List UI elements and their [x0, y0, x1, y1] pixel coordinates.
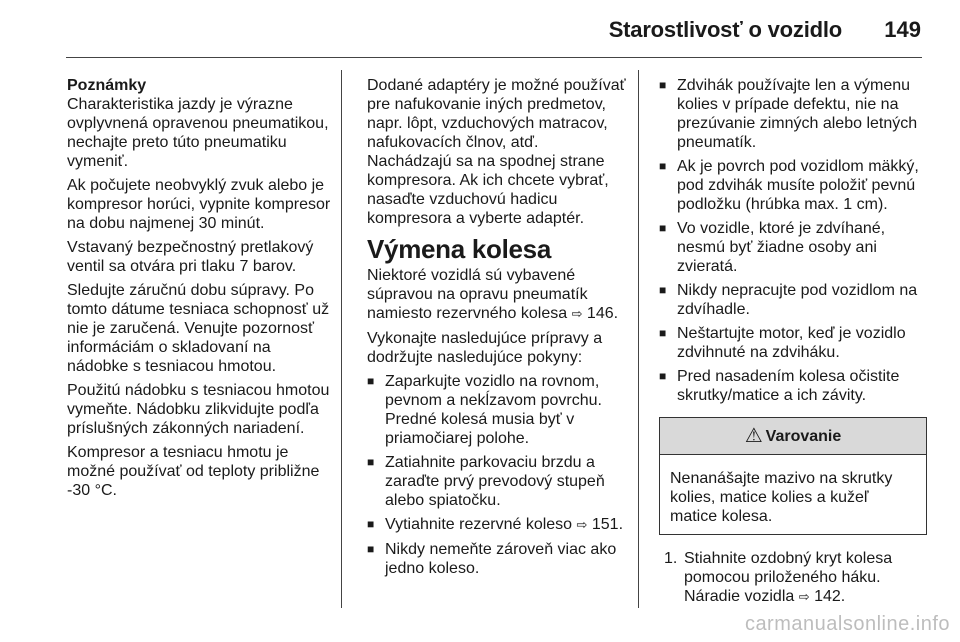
column-divider-1 — [341, 70, 342, 608]
notes-paragraph: Sledujte záručnú dobu súpravy. Po tomto dátume tesniaca schopnosť už nie je zaručená. Venujte pozornosť informáciám o skladovaní na nádobke s tesniacou hmotou. — [67, 282, 330, 375]
section-title-wheel-change: Výmena kolesa — [367, 234, 551, 264]
list-item: ■ Vo vozidle, ktoré je zdvíhané, nesmú byť žiadne osoby ani zvieratá. — [659, 219, 927, 276]
list-item: ■ Ak je povrch pod vozidlom mäkký, pod zdvihák musíte položiť pevnú podložku (hrúbka max. 1 cm). — [659, 157, 927, 214]
page-ref-link[interactable]: 151. — [591, 516, 624, 533]
step-item — [664, 549, 927, 607]
page-number: 149 — [884, 17, 921, 42]
warning-title: Varovanie — [765, 427, 842, 445]
repair-kit-text: Niektoré vozidlá sú vybavené súpravou na opravu pneumatík namiesto rezervného kolesa — [367, 267, 588, 322]
column-3 — [659, 76, 927, 607]
repair-kit-paragraph — [367, 266, 635, 324]
notes-paragraph: Charakteristika jazdy je výrazne ovplyvnená opravenou pneumatikou, nechajte preto túto pneumatiku vymeniť. — [67, 96, 329, 170]
page-header — [0, 0, 960, 60]
preparation-list — [367, 372, 635, 578]
notes-paragraph: Vstavaný bezpečnostný pretlakový ventil sa otvára pri tlaku 7 barov. — [67, 239, 314, 275]
notes-paragraph: Použitú nádobku s tesniacou hmotou vymeňte. Nádobku zlikvidujte podľa príslušných zákonných nariadení. — [67, 382, 330, 437]
page-ref-arrow-icon: ⇨ — [798, 590, 810, 605]
step-number: 1. — [664, 550, 678, 567]
watermark: carmanualsonline.info — [744, 613, 950, 635]
list-item — [367, 515, 635, 535]
adapters-location-paragraph: Nachádzajú sa na spodnej strane kompresora. Ak ich chcete vybrať, nasaďte vzduchovú hadicu kompresora a vyberte adaptér. — [367, 153, 609, 227]
step-text-container — [684, 549, 927, 607]
column-divider-2 — [638, 70, 639, 608]
notes-paragraph: Kompresor a tesniacu hmotu je možné používať od teploty približne -30 °C. — [67, 444, 320, 499]
column-2 — [367, 76, 635, 583]
list-item: ■ Neštartujte motor, keď je vozidlo zdvihnuté na zdviháku. — [659, 324, 927, 362]
page-ref-link[interactable]: 146. — [586, 305, 619, 322]
page-ref-arrow-icon: ⇨ — [571, 307, 583, 322]
column-1 — [67, 76, 335, 505]
preparation-paragraph: Vykonajte nasledujúce prípravy a dodržujte nasledujúce pokyny: — [367, 330, 603, 366]
page-title: Starostlivosť o vozidlo — [608, 17, 842, 42]
notes-heading: Poznámky — [67, 77, 147, 94]
list-item: ■ Zatiahnite parkovaciu brzdu a zaraďte prvý prevodový stupeň alebo spiatočku. — [367, 453, 635, 510]
spare-wheel-text: Vytiahnite rezervné koleso — [385, 516, 573, 533]
list-item: ■ Nikdy nemeňte zároveň viac ako jedno koleso. — [367, 540, 635, 578]
warning-header — [660, 418, 926, 455]
warning-triangle-icon: ⚠ — [744, 424, 763, 447]
list-item: ■ Zdvihák používajte len a výmenu kolies v prípade defektu, nie na prezúvanie zimných alebo letných pneumatík. — [659, 76, 927, 152]
warning-text: Nenanášajte mazivo na skrutky kolies, matice kolies a kužeľ matice kolesa. — [670, 470, 893, 525]
step-text: Stiahnite ozdobný kryt kolesa pomocou priloženého háku. Náradie vozidla — [684, 550, 893, 605]
page-ref-arrow-icon: ⇨ — [576, 518, 588, 533]
notes-paragraph: Ak počujete neobvyklý zvuk alebo je kompresor horúci, vypnite kompresor na dobu najmenej 30 minút. — [67, 177, 331, 232]
list-item: ■ Nikdy nepracujte pod vozidlom na zdvíhadle. — [659, 281, 927, 319]
safety-list — [659, 76, 927, 405]
list-item: ■ Zaparkujte vozidlo na rovnom, pevnom a nekĺzavom povrchu. Predné kolesá musia byť v priamočiarej polohe. — [367, 372, 635, 448]
adapters-paragraph: Dodané adaptéry je možné používať pre nafukovanie iných predmetov, napr. lôpt, vzduchových matracov, nafukovacích člnov, atď. — [367, 77, 626, 151]
header-divider — [66, 57, 922, 58]
warning-box — [659, 417, 927, 535]
page-ref-link[interactable]: 142. — [814, 588, 846, 605]
list-item: ■ Pred nasadením kolesa očistite skrutky/matice a ich závity. — [659, 367, 927, 405]
